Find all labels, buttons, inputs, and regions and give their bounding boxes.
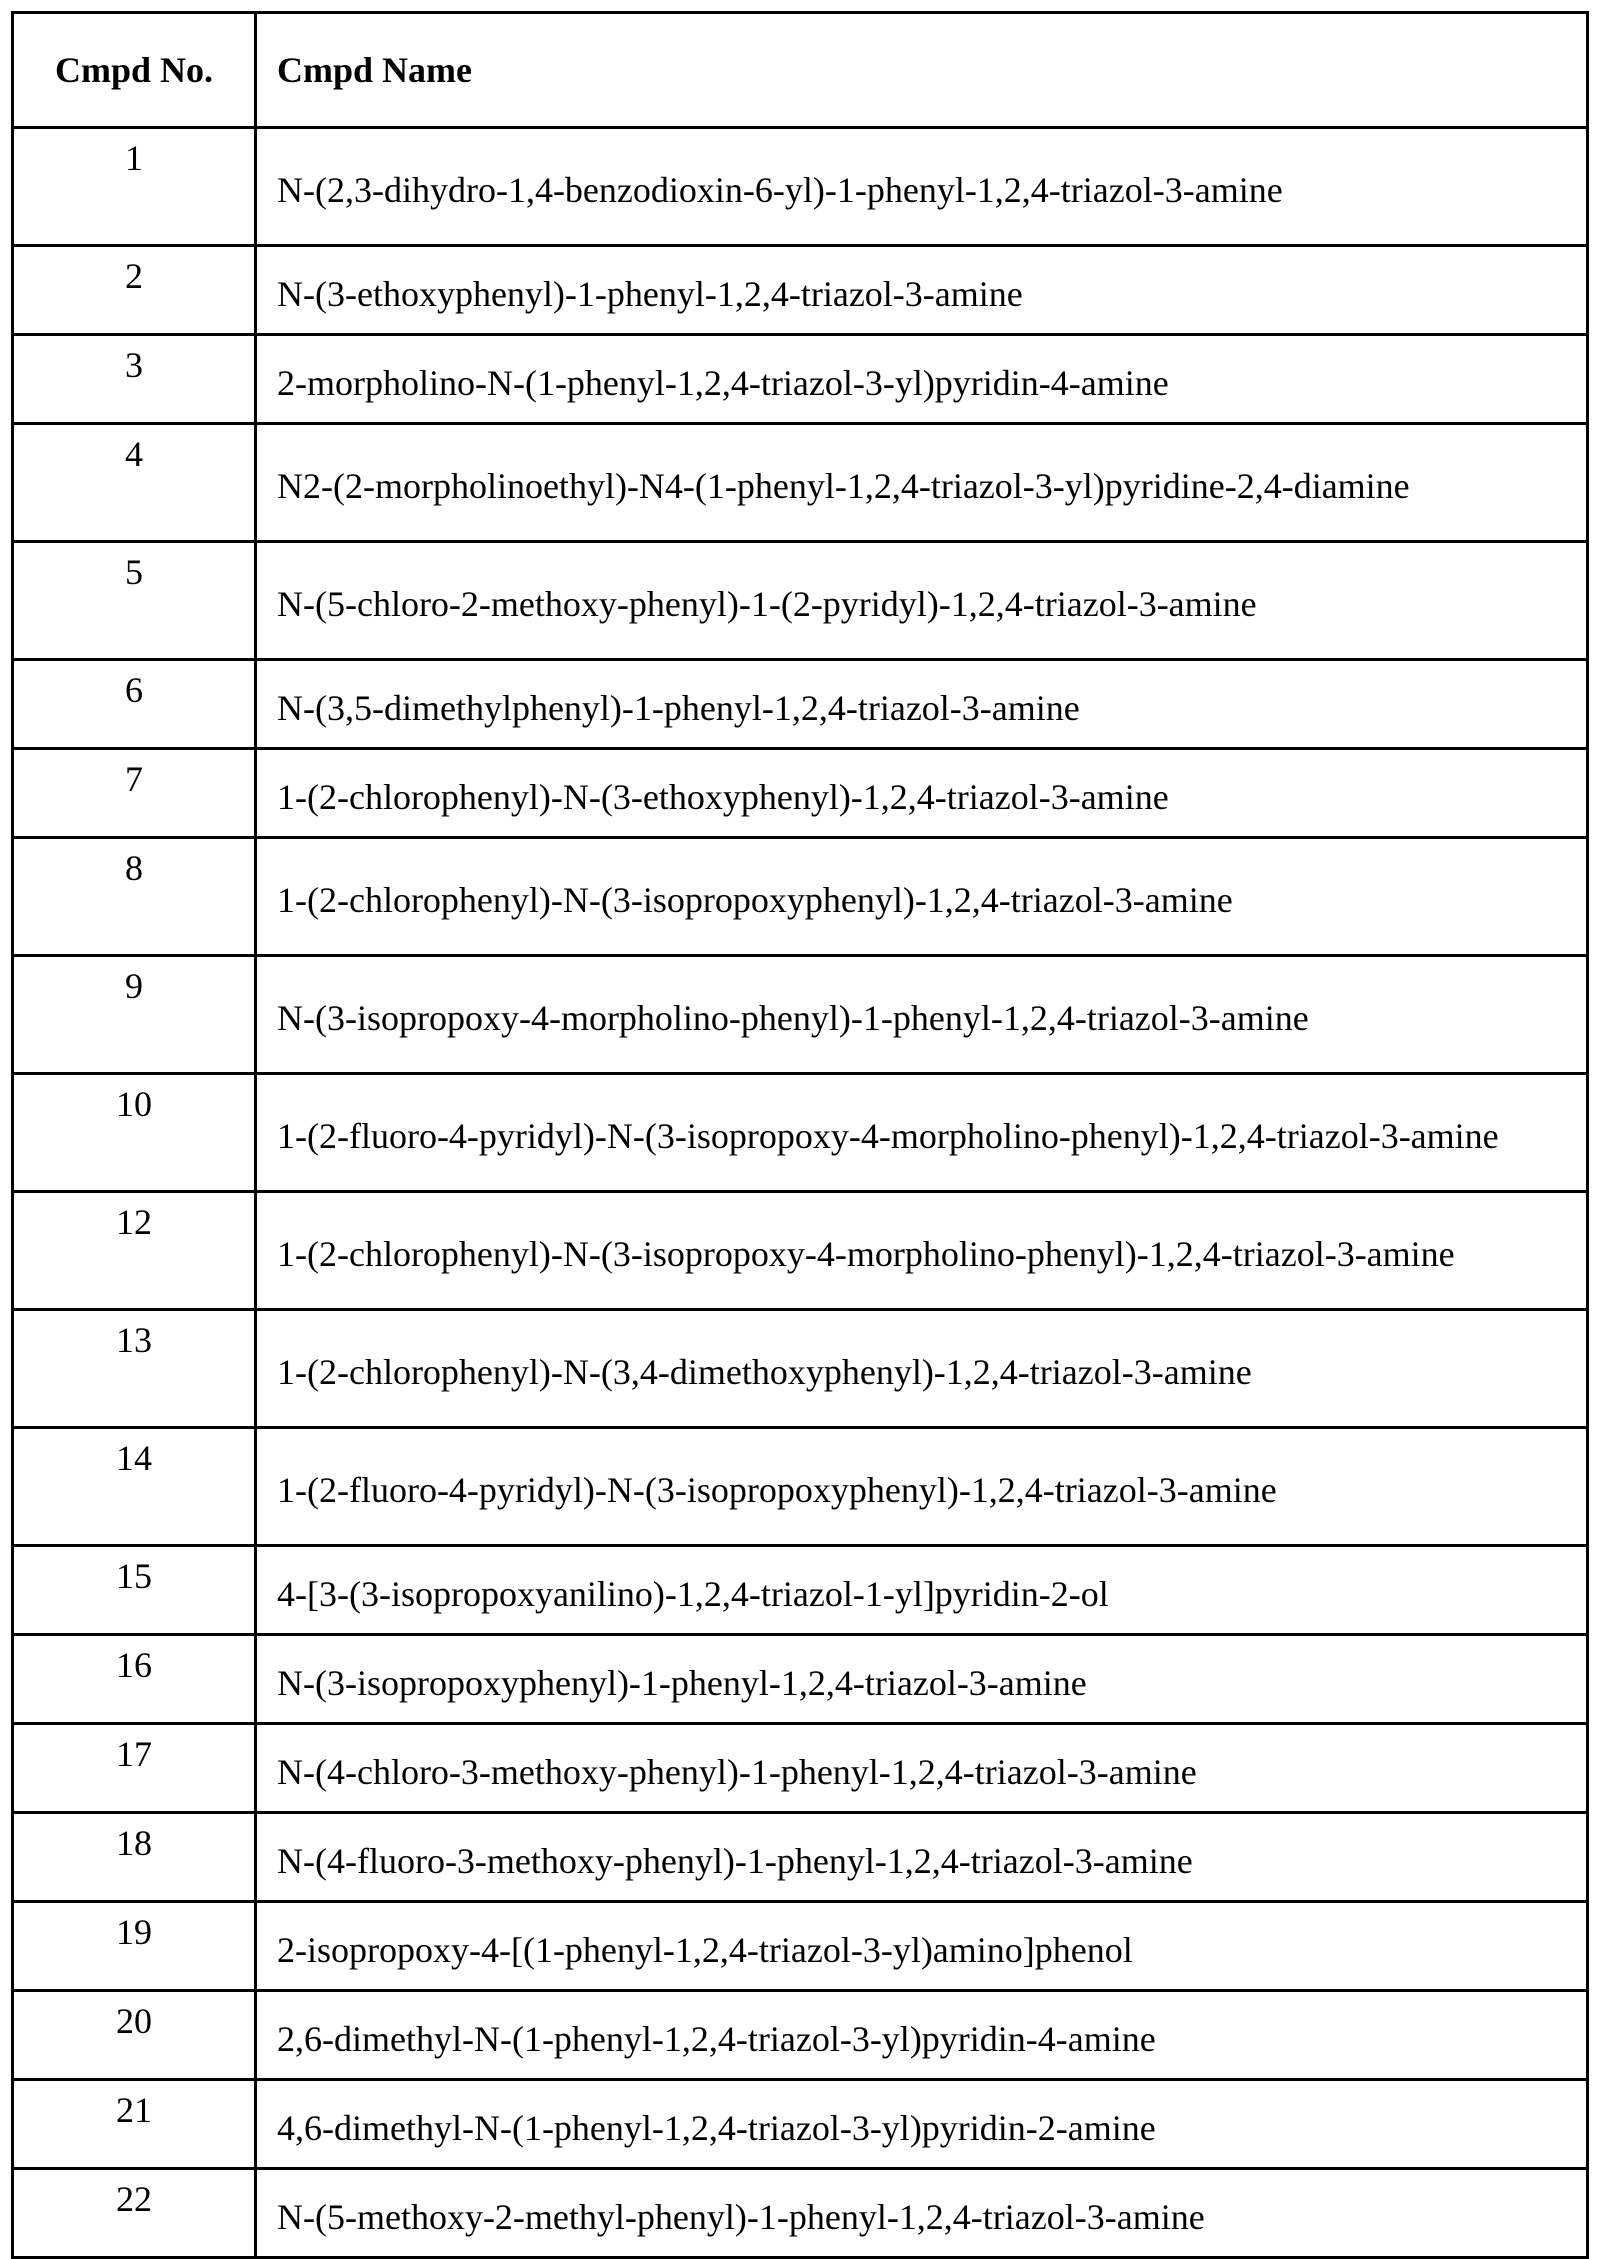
cmpd-name: 1-(2-fluoro-4-pyridyl)-N-(3-isopropoxy-4-morpholino-phenyl)-1,2,4-triazol-3-amine [256, 1074, 1588, 1192]
cmpd-number: 7 [13, 749, 256, 838]
cmpd-number: 22 [13, 2169, 256, 2258]
cmpd-number: 2 [13, 246, 256, 335]
table-row [13, 542, 1588, 660]
cmpd-name: 1-(2-chlorophenyl)-N-(3-isopropoxy-4-morpholino-phenyl)-1,2,4-triazol-3-amine [256, 1192, 1588, 1310]
table-row [13, 1546, 1588, 1635]
compound-table [11, 11, 1589, 2259]
table-row [13, 246, 1588, 335]
cmpd-name: N-(4-chloro-3-methoxy-phenyl)-1-phenyl-1,2,4-triazol-3-amine [256, 1724, 1588, 1813]
cmpd-number: 10 [13, 1074, 256, 1192]
cmpd-number: 17 [13, 1724, 256, 1813]
cmpd-number: 18 [13, 1813, 256, 1902]
cmpd-number: 12 [13, 1192, 256, 1310]
cmpd-number: 20 [13, 1991, 256, 2080]
cmpd-name: 2-morpholino-N-(1-phenyl-1,2,4-triazol-3-yl)pyridin-4-amine [256, 335, 1588, 424]
table-row [13, 2080, 1588, 2169]
table-row [13, 424, 1588, 542]
cmpd-name: N-(5-methoxy-2-methyl-phenyl)-1-phenyl-1,2,4-triazol-3-amine [256, 2169, 1588, 2258]
cmpd-name: N-(2,3-dihydro-1,4-benzodioxin-6-yl)-1-phenyl-1,2,4-triazol-3-amine [256, 128, 1588, 246]
cmpd-name: N-(5-chloro-2-methoxy-phenyl)-1-(2-pyridyl)-1,2,4-triazol-3-amine [256, 542, 1588, 660]
cmpd-number: 14 [13, 1428, 256, 1546]
table-row [13, 1074, 1588, 1192]
cmpd-name: 4-[3-(3-isopropoxyanilino)-1,2,4-triazol-1-yl]pyridin-2-ol [256, 1546, 1588, 1635]
table-row [13, 1991, 1588, 2080]
table-row [13, 1428, 1588, 1546]
table-row [13, 838, 1588, 956]
cmpd-name: 1-(2-chlorophenyl)-N-(3-ethoxyphenyl)-1,2,4-triazol-3-amine [256, 749, 1588, 838]
cmpd-name: N-(3-isopropoxy-4-morpholino-phenyl)-1-phenyl-1,2,4-triazol-3-amine [256, 956, 1588, 1074]
cmpd-number: 5 [13, 542, 256, 660]
cmpd-name: 4,6-dimethyl-N-(1-phenyl-1,2,4-triazol-3-yl)pyridin-2-amine [256, 2080, 1588, 2169]
cmpd-name: N-(3-ethoxyphenyl)-1-phenyl-1,2,4-triazol-3-amine [256, 246, 1588, 335]
cmpd-number: 13 [13, 1310, 256, 1428]
table-row [13, 956, 1588, 1074]
cmpd-number: 16 [13, 1635, 256, 1724]
cmpd-name: 1-(2-chlorophenyl)-N-(3-isopropoxyphenyl)-1,2,4-triazol-3-amine [256, 838, 1588, 956]
table-row [13, 335, 1588, 424]
cmpd-name: N2-(2-morpholinoethyl)-N4-(1-phenyl-1,2,4-triazol-3-yl)pyridine-2,4-diamine [256, 424, 1588, 542]
cmpd-number: 4 [13, 424, 256, 542]
cmpd-number: 3 [13, 335, 256, 424]
header-row [13, 13, 1588, 128]
cmpd-name: 2,6-dimethyl-N-(1-phenyl-1,2,4-triazol-3-yl)pyridin-4-amine [256, 1991, 1588, 2080]
cmpd-name: N-(4-fluoro-3-methoxy-phenyl)-1-phenyl-1,2,4-triazol-3-amine [256, 1813, 1588, 1902]
table-row [13, 2169, 1588, 2258]
cmpd-number: 8 [13, 838, 256, 956]
cmpd-number: 9 [13, 956, 256, 1074]
cmpd-number: 1 [13, 128, 256, 246]
cmpd-name: 1-(2-chlorophenyl)-N-(3,4-dimethoxyphenyl)-1,2,4-triazol-3-amine [256, 1310, 1588, 1428]
table-row [13, 1310, 1588, 1428]
table-row [13, 660, 1588, 749]
table-row [13, 1724, 1588, 1813]
cmpd-number: 21 [13, 2080, 256, 2169]
cmpd-name: 1-(2-fluoro-4-pyridyl)-N-(3-isopropoxyphenyl)-1,2,4-triazol-3-amine [256, 1428, 1588, 1546]
cmpd-name: N-(3,5-dimethylphenyl)-1-phenyl-1,2,4-triazol-3-amine [256, 660, 1588, 749]
cmpd-number: 6 [13, 660, 256, 749]
cmpd-name: 2-isopropoxy-4-[(1-phenyl-1,2,4-triazol-3-yl)amino]phenol [256, 1902, 1588, 1991]
table-row [13, 128, 1588, 246]
table-row [13, 1192, 1588, 1310]
table-row [13, 749, 1588, 838]
table-row [13, 1635, 1588, 1724]
cmpd-name: N-(3-isopropoxyphenyl)-1-phenyl-1,2,4-triazol-3-amine [256, 1635, 1588, 1724]
cmpd-number: 15 [13, 1546, 256, 1635]
table-row [13, 1902, 1588, 1991]
header-cmpd-name: Cmpd Name [256, 13, 1588, 128]
cmpd-number: 19 [13, 1902, 256, 1991]
table-row [13, 1813, 1588, 1902]
header-cmpd-no: Cmpd No. [13, 13, 256, 128]
